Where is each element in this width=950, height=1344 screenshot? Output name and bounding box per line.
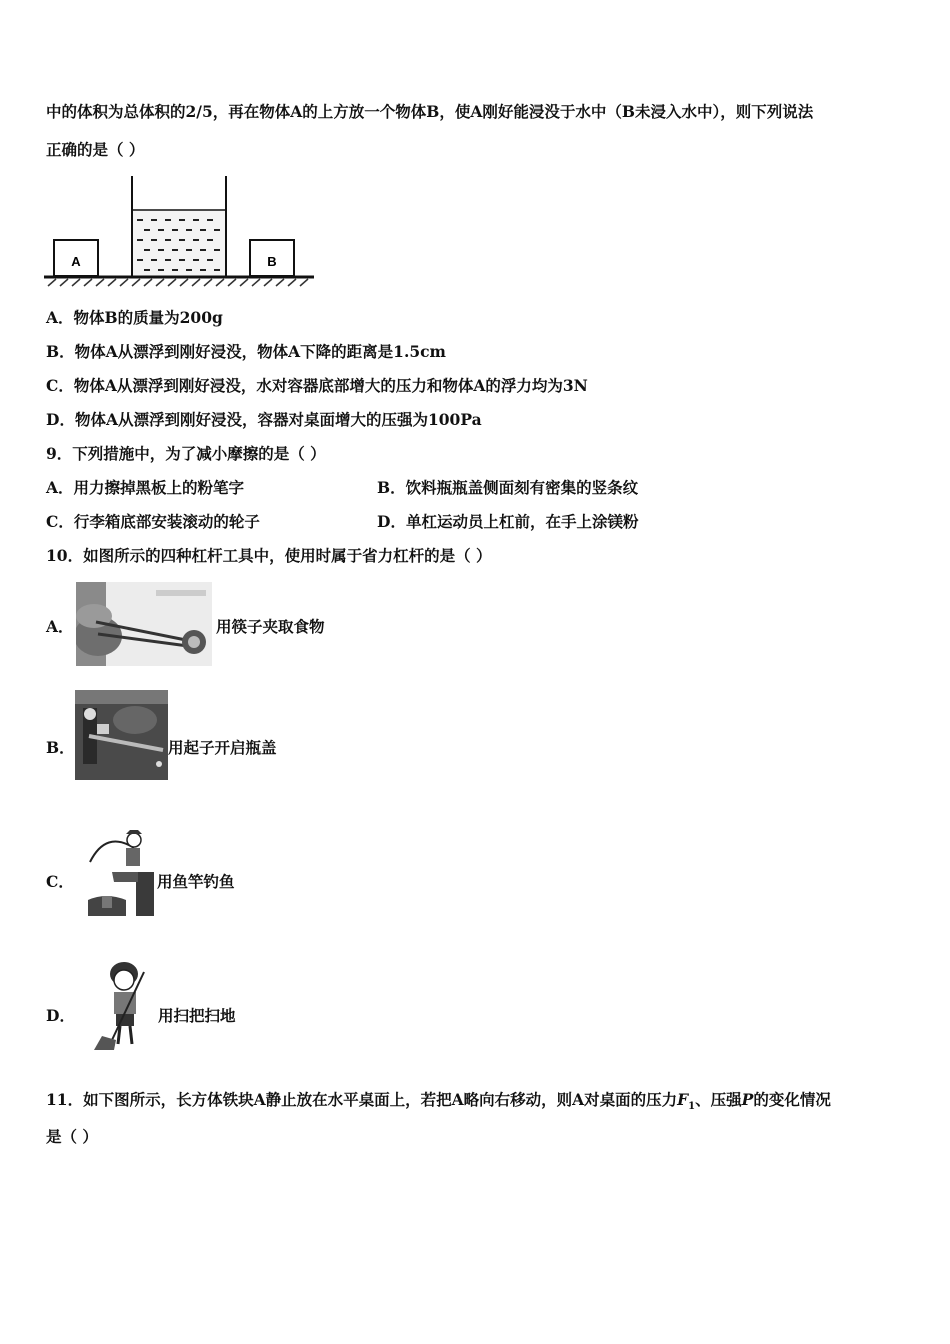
q10-option-c-caption: 用鱼竿钓鱼 — [157, 872, 235, 891]
chopsticks-photo — [76, 582, 212, 666]
sweeping-boy-picture — [88, 960, 156, 1050]
q10-option-d-caption: 用扫把扫地 — [158, 1006, 236, 1025]
force-subscript: 1 — [688, 1101, 696, 1113]
q8-option-b: B．物体A从漂浮到刚好浸没，物体A下降的距离是1.5cm — [46, 342, 446, 361]
q11-stem-part-b: 、压强 — [695, 1090, 742, 1109]
block-a-label: A — [71, 254, 81, 269]
q11-stem-line2: 是（ ） — [46, 1127, 98, 1146]
q9-option-a: A．用力擦掉黑板上的粉笔字 — [46, 478, 245, 497]
q9-option-c: C．行李箱底部安装滚动的轮子 — [46, 512, 260, 531]
pressure-symbol: P — [741, 1090, 754, 1109]
q9-option-d: D．单杠运动员上杠前，在手上涂镁粉 — [377, 512, 639, 531]
q10-option-a-caption: 用筷子夹取食物 — [216, 617, 325, 636]
q8-option-c: C．物体A从漂浮到刚好浸没，水对容器底部增大的压力和物体A的浮力均为3N — [46, 376, 588, 395]
block-b-label: B — [267, 254, 277, 269]
q8-container-figure — [44, 174, 316, 294]
q8-stem-line2: 正确的是（ ） — [46, 140, 145, 159]
q11-stem-part-c: 的变化情况 — [753, 1090, 831, 1109]
force-symbol: F — [677, 1090, 689, 1109]
q11-stem-part-a: 11．如下图所示，长方体铁块A静止放在水平桌面上，若把A略向右移动，则A对桌面的压力 — [46, 1090, 678, 1109]
q9-stem: 9．下列措施中，为了减小摩擦的是（ ） — [46, 444, 326, 463]
q10-option-b-letter: B． — [46, 738, 75, 757]
q8-stem-line1: 中的体积为总体积的2/5，再在物体A的上方放一个物体B，使A刚好能浸没于水中（B未浸入水中），则下列说法 — [46, 102, 814, 121]
q11-stem-line1 — [46, 1090, 831, 1117]
bottle-opener-photo — [75, 690, 168, 780]
table-hatching — [48, 279, 308, 286]
q8-option-d: D．物体A从漂浮到刚好浸没，容器对桌面增大的压强为100Pa — [46, 410, 482, 429]
q10-option-d-letter: D． — [46, 1006, 75, 1025]
q10-option-b-caption: 用起子开启瓶盖 — [168, 738, 277, 757]
q9-option-b: B．饮料瓶瓶盖侧面刻有密集的竖条纹 — [377, 478, 639, 497]
q10-stem: 10．如图所示的四种杠杆工具中，使用时属于省力杠杆的是（ ） — [46, 546, 492, 565]
fishing-boy-picture — [86, 826, 154, 916]
q10-option-a-letter: A． — [46, 617, 74, 636]
q10-option-c-letter: C． — [46, 872, 74, 891]
q8-option-a: A．物体B的质量为200g — [46, 308, 223, 327]
